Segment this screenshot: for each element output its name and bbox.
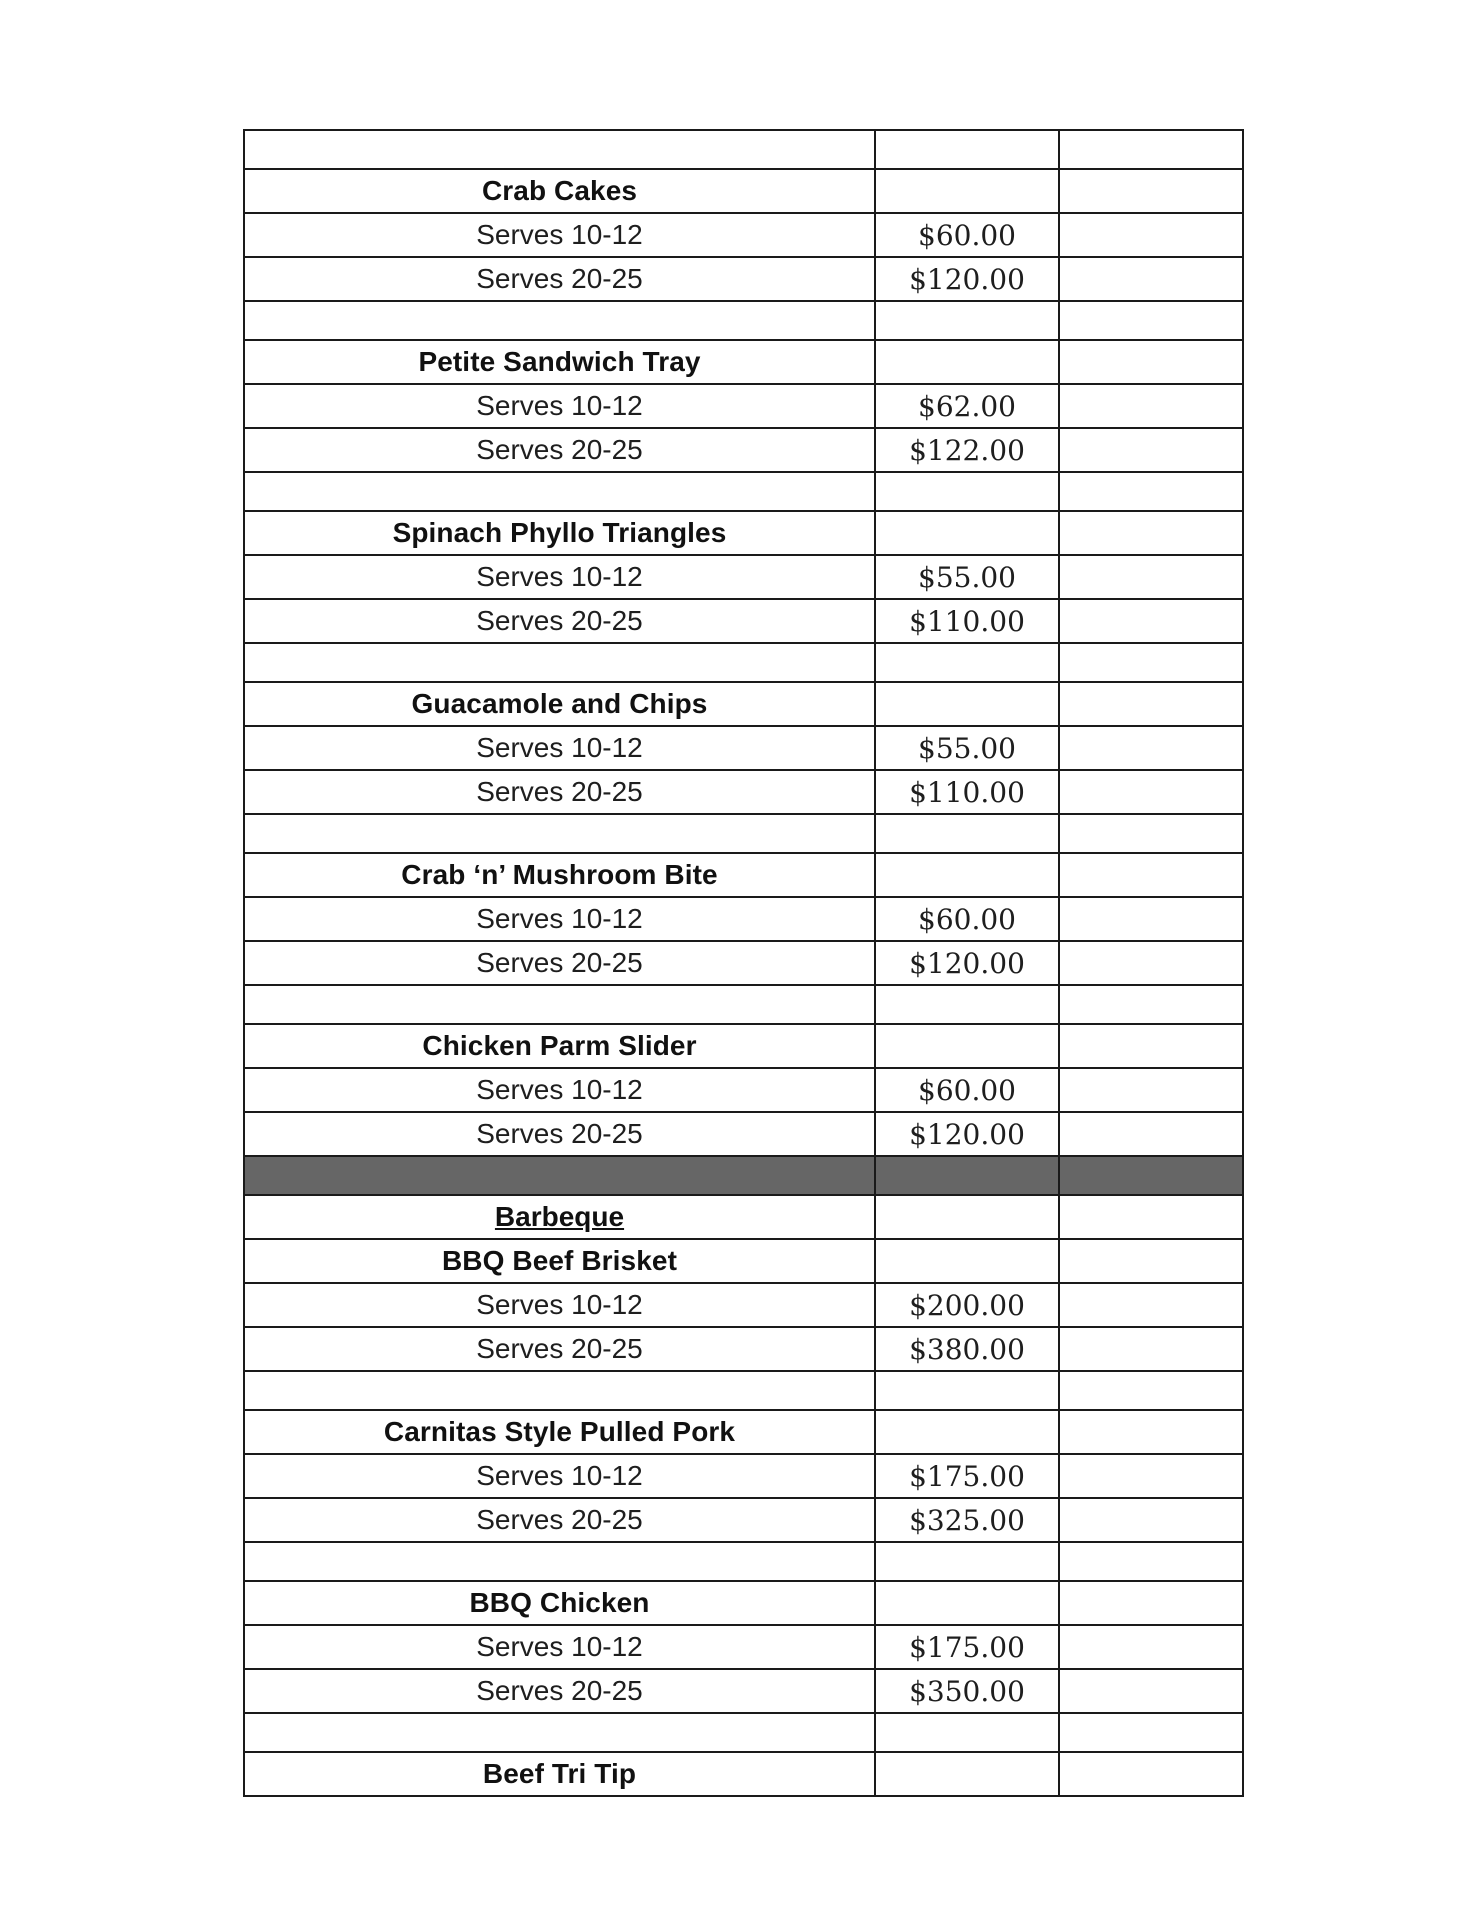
item-name: Crab Cakes bbox=[481, 175, 638, 206]
serving-row bbox=[244, 213, 1243, 257]
price: $110.00 bbox=[909, 604, 1025, 638]
item-name: BBQ Chicken bbox=[469, 1587, 650, 1618]
spacer-row bbox=[244, 1542, 1243, 1581]
serving-size: Serves 20-25 bbox=[476, 605, 643, 636]
spacer-row bbox=[244, 985, 1243, 1024]
item-name: Guacamole and Chips bbox=[411, 688, 708, 719]
item-header-row bbox=[244, 1581, 1243, 1625]
serving-row bbox=[244, 384, 1243, 428]
serving-size: Serves 20-25 bbox=[476, 776, 643, 807]
serving-size: Serves 20-25 bbox=[476, 1118, 643, 1149]
price: $325.00 bbox=[909, 1503, 1025, 1537]
serving-size: Serves 20-25 bbox=[476, 263, 643, 294]
serving-size: Serves 10-12 bbox=[476, 219, 643, 250]
item-header-row bbox=[244, 853, 1243, 897]
serving-row bbox=[244, 770, 1243, 814]
serving-size: Serves 10-12 bbox=[476, 1631, 643, 1662]
section-divider-row bbox=[244, 1156, 1243, 1195]
serving-size: Serves 10-12 bbox=[476, 1289, 643, 1320]
serving-size: Serves 20-25 bbox=[476, 1504, 643, 1535]
serving-row bbox=[244, 1283, 1243, 1327]
serving-row bbox=[244, 1454, 1243, 1498]
item-name: Beef Tri Tip bbox=[482, 1758, 637, 1789]
item-header-row bbox=[244, 1752, 1243, 1796]
serving-row bbox=[244, 599, 1243, 643]
price: $55.00 bbox=[918, 560, 1016, 594]
serving-row bbox=[244, 555, 1243, 599]
price: $175.00 bbox=[909, 1459, 1025, 1493]
item-header-row bbox=[244, 340, 1243, 384]
price: $60.00 bbox=[918, 902, 1016, 936]
price: $60.00 bbox=[918, 218, 1016, 252]
serving-row bbox=[244, 257, 1243, 301]
serving-row bbox=[244, 897, 1243, 941]
item-header-row bbox=[244, 1410, 1243, 1454]
section-header-row bbox=[244, 1195, 1243, 1239]
price: $62.00 bbox=[918, 389, 1016, 423]
serving-row bbox=[244, 1498, 1243, 1542]
price: $120.00 bbox=[909, 262, 1025, 296]
item-header-row bbox=[244, 169, 1243, 213]
spacer-row bbox=[244, 301, 1243, 340]
serving-row bbox=[244, 941, 1243, 985]
item-name: Spinach Phyllo Triangles bbox=[392, 517, 727, 548]
price: $60.00 bbox=[918, 1073, 1016, 1107]
item-name: BBQ Beef Brisket bbox=[441, 1245, 677, 1276]
serving-size: Serves 20-25 bbox=[476, 1333, 643, 1364]
serving-size: Serves 20-25 bbox=[476, 947, 643, 978]
serving-row bbox=[244, 1068, 1243, 1112]
serving-size: Serves 10-12 bbox=[476, 903, 643, 934]
price: $350.00 bbox=[909, 1674, 1025, 1708]
price: $120.00 bbox=[909, 1117, 1025, 1151]
item-name: Petite Sandwich Tray bbox=[418, 346, 701, 377]
spacer-row bbox=[244, 130, 1243, 169]
item-header-row bbox=[244, 682, 1243, 726]
serving-size: Serves 20-25 bbox=[476, 434, 643, 465]
serving-row bbox=[244, 428, 1243, 472]
spacer-row bbox=[244, 1371, 1243, 1410]
section-title: Barbeque bbox=[494, 1201, 625, 1232]
serving-size: Serves 10-12 bbox=[476, 732, 643, 763]
serving-row bbox=[244, 1327, 1243, 1371]
spacer-row bbox=[244, 814, 1243, 853]
item-name: Carnitas Style Pulled Pork bbox=[383, 1416, 736, 1447]
serving-size: Serves 20-25 bbox=[476, 1675, 643, 1706]
price: $55.00 bbox=[918, 731, 1016, 765]
item-name: Chicken Parm Slider bbox=[422, 1030, 697, 1061]
serving-size: Serves 10-12 bbox=[476, 1074, 643, 1105]
price: $380.00 bbox=[909, 1332, 1025, 1366]
menu-table bbox=[243, 129, 1244, 1797]
serving-row bbox=[244, 1112, 1243, 1156]
serving-size: Serves 10-12 bbox=[476, 390, 643, 421]
spacer-row bbox=[244, 643, 1243, 682]
item-header-row bbox=[244, 1024, 1243, 1068]
item-name: Crab ‘n’ Mushroom Bite bbox=[401, 859, 718, 890]
serving-row bbox=[244, 1625, 1243, 1669]
item-header-row bbox=[244, 1239, 1243, 1283]
serving-row bbox=[244, 1669, 1243, 1713]
price: $175.00 bbox=[909, 1630, 1025, 1664]
serving-size: Serves 10-12 bbox=[476, 561, 643, 592]
item-header-row bbox=[244, 511, 1243, 555]
price: $110.00 bbox=[909, 775, 1025, 809]
serving-row bbox=[244, 726, 1243, 770]
spacer-row bbox=[244, 1713, 1243, 1752]
serving-size: Serves 10-12 bbox=[476, 1460, 643, 1491]
spacer-row bbox=[244, 472, 1243, 511]
price: $122.00 bbox=[909, 433, 1025, 467]
price: $120.00 bbox=[909, 946, 1025, 980]
price: $200.00 bbox=[909, 1288, 1025, 1322]
